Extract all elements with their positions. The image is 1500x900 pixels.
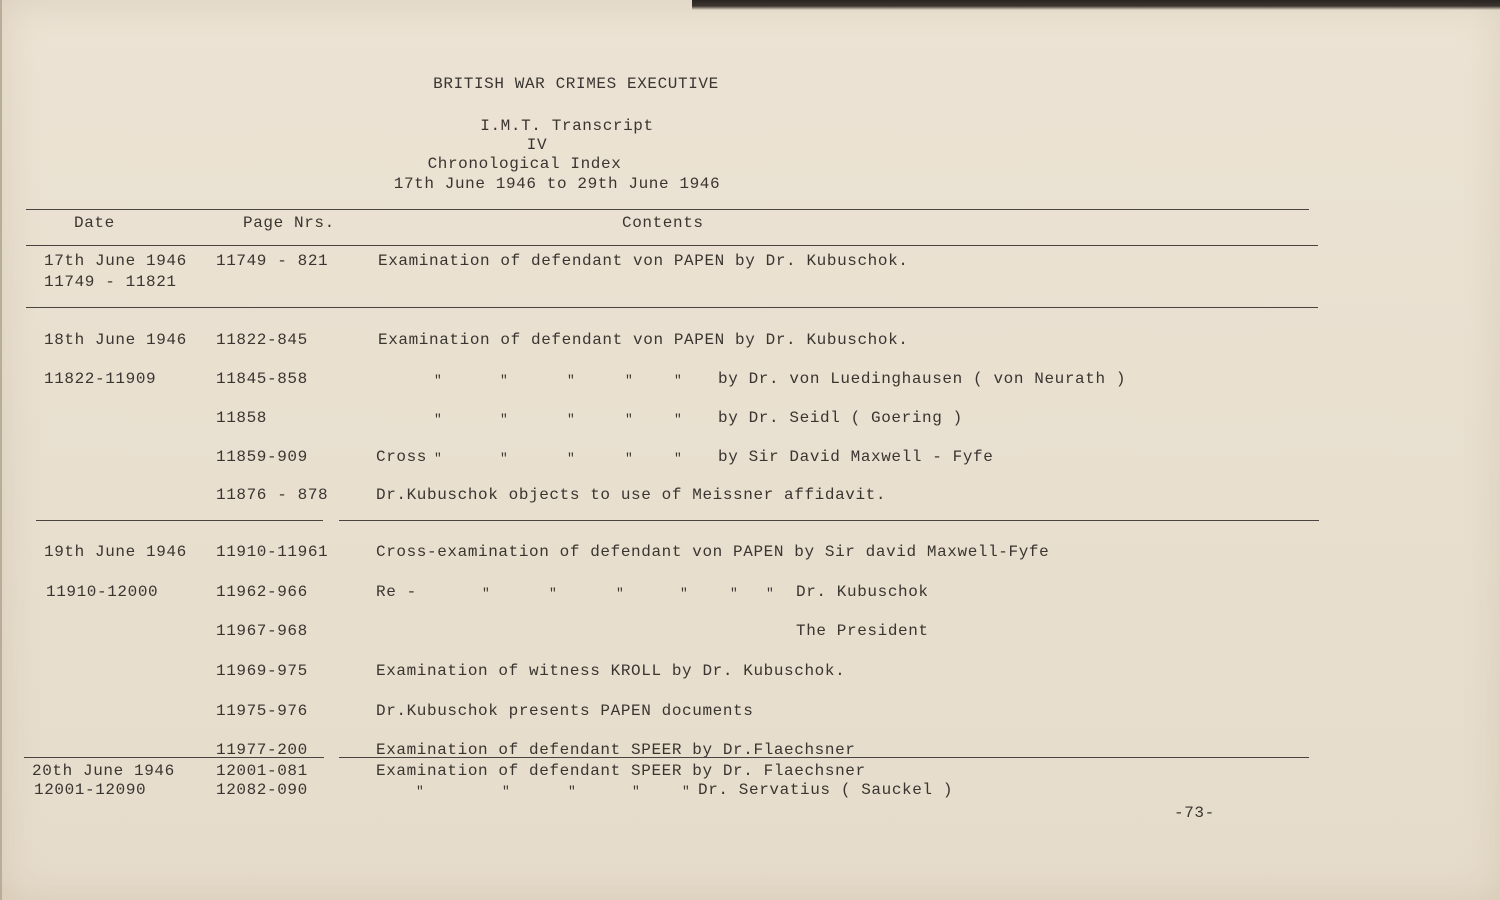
row-pages: 11969-975 [216, 662, 308, 680]
row-contents: Examination of defendant von PAPEN by Dr. Kubuschok. [378, 252, 909, 270]
ditto-mark: " [567, 373, 576, 388]
ditto-mark: " [625, 412, 634, 427]
row-pages: 12082-090 [216, 781, 308, 799]
ditto-mark: " [616, 586, 625, 601]
row-contents: by Dr. von Luedinghausen ( von Neurath ) [718, 370, 1127, 388]
row-prefix: Re - [376, 583, 417, 601]
row-contents: by Dr. Seidl ( Goering ) [718, 409, 963, 427]
ditto-mark: " [502, 784, 511, 799]
row-pages: 11858 [216, 409, 268, 427]
ditto-mark: " [482, 586, 491, 601]
header-rule-top [26, 209, 1309, 210]
ditto-mark: " [674, 373, 683, 388]
ditto-mark: " [567, 412, 576, 427]
ditto-mark: " [680, 586, 689, 601]
ditto-mark: " [500, 451, 509, 466]
ditto-mark: " [434, 412, 443, 427]
org-title: BRITISH WAR CRIMES EXECUTIVE [433, 75, 719, 93]
row-range: 11910-12000 [46, 583, 159, 601]
row-contents: Dr. Kubuschok [796, 583, 929, 601]
ditto-mark: " [625, 451, 634, 466]
row-range: 11749 - 11821 [44, 273, 177, 291]
row-pages: 11975-976 [216, 702, 308, 720]
ditto-mark: " [625, 373, 634, 388]
section-rule-right [339, 520, 1319, 521]
index-title: Chronological Index [427, 155, 622, 173]
row-pages: 11822-845 [216, 331, 308, 349]
row-pages: 11967-968 [216, 622, 308, 640]
volume-number: IV [526, 136, 548, 154]
row-contents: Dr.Kubuschok presents PAPEN documents [376, 702, 754, 720]
row-contents: Examination of defendant von PAPEN by Dr. Kubuschok. [378, 331, 909, 349]
ditto-mark: " [674, 412, 683, 427]
row-contents: by Sir David Maxwell - Fyfe [718, 448, 994, 466]
ditto-mark: " [568, 784, 577, 799]
section-rule-left [36, 520, 323, 521]
row-date: 17th June 1946 [44, 252, 187, 270]
row-pages: 11910-11961 [216, 543, 329, 561]
row-contents: Examination of defendant SPEER by Dr. Flaechsner [376, 762, 866, 780]
ditto-mark: " [434, 451, 443, 466]
ditto-mark: " [730, 586, 739, 601]
torn-top-edge [692, 0, 1500, 10]
section-rule-right [339, 757, 1309, 758]
ditto-mark: " [766, 586, 775, 601]
row-pages: 11977-200 [216, 741, 308, 759]
header-rule-bottom [26, 245, 1318, 246]
row-contents: The President [796, 622, 929, 640]
row-prefix: Cross [376, 448, 428, 466]
row-pages: 11859-909 [216, 448, 308, 466]
row-contents: Dr.Kubuschok objects to use of Meissner affidavit. [376, 486, 887, 504]
ditto-mark: " [632, 784, 641, 799]
row-contents: Examination of defendant SPEER by Dr.Flaechsner [376, 741, 856, 759]
ditto-mark: " [416, 784, 425, 799]
row-pages: 11876 - 878 [216, 486, 329, 504]
row-pages: 11962-966 [216, 583, 308, 601]
ditto-mark: " [434, 373, 443, 388]
row-contents: Examination of witness KROLL by Dr. Kubuschok. [376, 662, 846, 680]
row-date: 18th June 1946 [44, 331, 187, 349]
section-rule-left [24, 757, 324, 758]
column-pages: Page Nrs. [243, 214, 335, 232]
ditto-mark: " [500, 373, 509, 388]
ditto-mark: " [567, 451, 576, 466]
column-contents: Contents [622, 214, 704, 232]
transcript-title: I.M.T. Transcript [480, 117, 654, 135]
column-date: Date [74, 214, 115, 232]
page-number: -73- [1174, 804, 1215, 822]
row-date: 20th June 1946 [32, 762, 175, 780]
section-rule [26, 307, 1318, 308]
row-contents: Dr. Servatius ( Sauckel ) [698, 781, 954, 799]
row-contents: Cross-examination of defendant von PAPEN by Sir david Maxwell-Fyfe [376, 543, 1050, 561]
row-pages: 11845-858 [216, 370, 308, 388]
row-pages: 12001-081 [216, 762, 308, 780]
row-range: 11822-11909 [44, 370, 157, 388]
row-range: 12001-12090 [34, 781, 147, 799]
ditto-mark: " [500, 412, 509, 427]
row-pages: 11749 - 821 [216, 252, 329, 270]
ditto-mark: " [682, 784, 691, 799]
row-date: 19th June 1946 [44, 543, 187, 561]
date-range: 17th June 1946 to 29th June 1946 [393, 175, 721, 193]
ditto-mark: " [549, 586, 558, 601]
ditto-mark: " [674, 451, 683, 466]
